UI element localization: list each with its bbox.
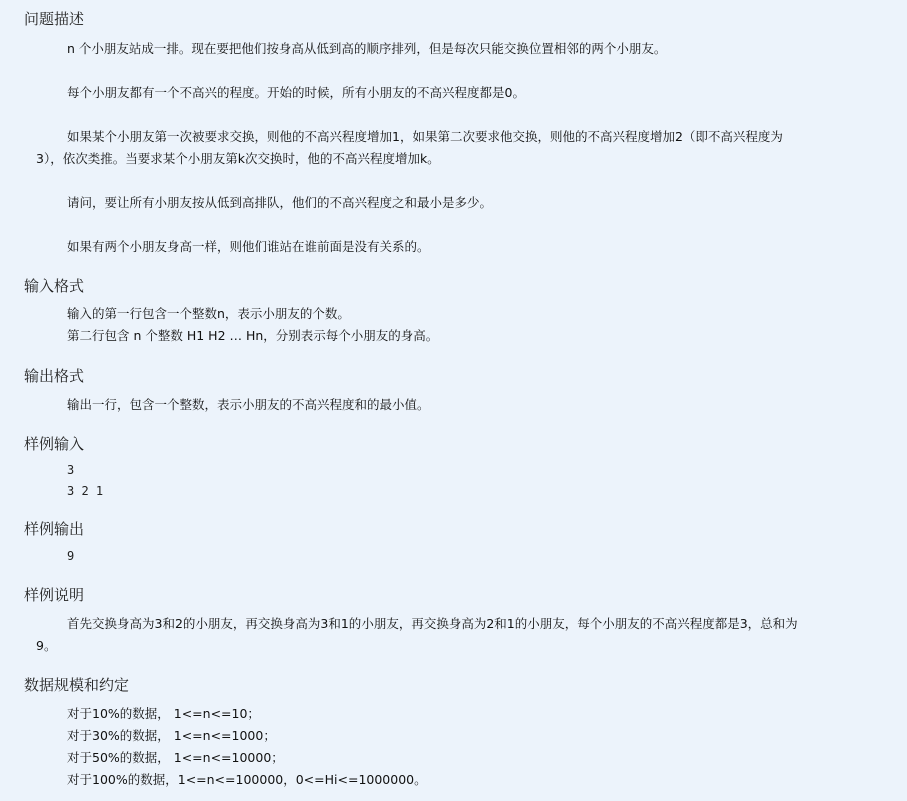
sample-input-heading: 样例输入 bbox=[24, 435, 85, 453]
sample-output-heading: 样例输出 bbox=[24, 520, 85, 538]
input-format-line-1: 输入的第一行包含一个整数n，表示小朋友的个数。 bbox=[67, 306, 350, 321]
constraints-heading: 数据规模和约定 bbox=[24, 676, 130, 694]
sample-explanation-line-1: 首先交换身高为3和2的小朋友，再交换身高为3和1的小朋友，再交换身高为2和1的小朋友，每个小朋友的不高兴程度都是3，总和为 bbox=[67, 616, 798, 631]
description-paragraph-5: 如果有两个小朋友身高一样，则他们谁站在谁前面是没有关系的。 bbox=[67, 239, 430, 254]
output-format-line-1: 输出一行，包含一个整数，表示小朋友的不高兴程度和的最小值。 bbox=[67, 397, 430, 412]
sample-input-line-1: 3 bbox=[67, 463, 75, 477]
sample-explanation-heading: 样例说明 bbox=[24, 586, 85, 604]
constraint-line-3: 对于50%的数据， 1<=n<=10000； bbox=[67, 750, 284, 765]
constraint-line-1: 对于10%的数据， 1<=n<=10； bbox=[67, 706, 260, 721]
sample-output-line-1: 9 bbox=[67, 549, 75, 563]
constraint-line-2: 对于30%的数据， 1<=n<=1000； bbox=[67, 728, 276, 743]
description-paragraph-3-line-1: 如果某个小朋友第一次被要求交换，则他的不高兴程度增加1，如果第二次要求他交换，则他的不高兴程度增加2（即不高兴程度为 bbox=[67, 129, 783, 144]
sample-explanation-line-2: 9。 bbox=[36, 638, 57, 653]
description-paragraph-1: n 个小朋友站成一排。现在要把他们按身高从低到高的顺序排列，但是每次只能交换位置相邻的两个小朋友。 bbox=[67, 41, 667, 56]
description-paragraph-3-line-2: 3），依次类推。当要求某个小朋友第k次交换时，他的不高兴程度增加k。 bbox=[36, 151, 440, 166]
description-paragraph-2: 每个小朋友都有一个不高兴的程度。开始的时候，所有小朋友的不高兴程度都是0。 bbox=[67, 85, 525, 100]
sample-input-line-2: 3 2 1 bbox=[67, 484, 104, 498]
constraint-line-4: 对于100%的数据，1<=n<=100000，0<=Hi<=1000000。 bbox=[67, 772, 427, 787]
description-paragraph-4: 请问，要让所有小朋友按从低到高排队，他们的不高兴程度之和最小是多少。 bbox=[67, 195, 493, 210]
input-format-heading: 输入格式 bbox=[24, 277, 85, 295]
output-format-heading: 输出格式 bbox=[24, 367, 85, 385]
input-format-line-2: 第二行包含 n 个整数 H1 H2 … Hn，分别表示每个小朋友的身高。 bbox=[67, 328, 439, 343]
description-heading: 问题描述 bbox=[24, 10, 85, 28]
